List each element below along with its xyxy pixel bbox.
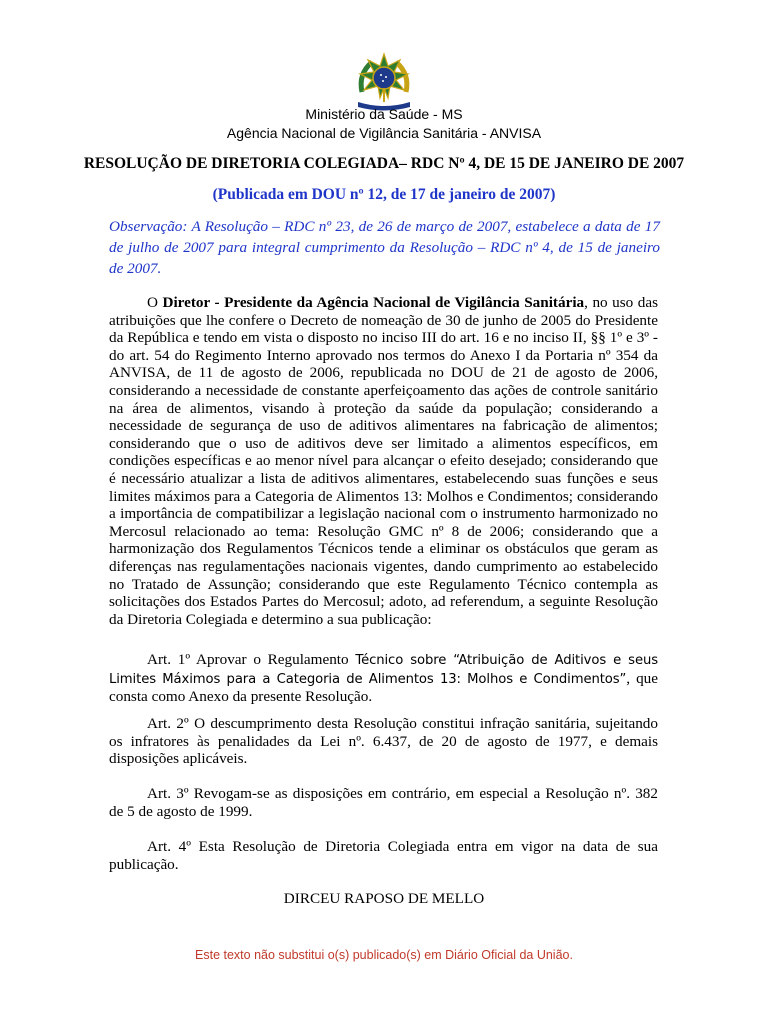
disclaimer-note: Este texto não substitui o(s) publicado(s) em Diário Oficial da União. [195,948,573,962]
article-1 [109,651,658,706]
article-2 [109,715,658,768]
preamble-lead: O [147,294,163,311]
ministry-name: Ministério da Saúde - MS [305,106,463,122]
article-4-text: Art. 4º Esta Resolução de Diretoria Colegiada entra em vigor na data de sua publicação. [109,838,658,873]
article-1-lead: Art. 1º Aprovar o Regulamento [147,651,356,668]
observation-note: Observação: A Resolução – RDC nº 23, de 26 de março de 2007, estabelece a data de 17 de julho de 2007 para integral cumprimento da Resolução – RDC nº 4, de 15 de janeiro de 2007. [109,218,660,277]
signature-name: DIRCEU RAPOSO DE MELLO [283,890,485,907]
resolution-title: RESOLUÇÃO DE DIRETORIA COLEGIADA– RDC Nº 4, DE 15 DE JANEIRO DE 2007 [83,155,685,172]
article-3 [109,785,658,820]
preamble-bold: Diretor - Presidente da Agência Nacional de Vigilância Sanitária [162,294,585,311]
brazil-coat-of-arms-icon [352,52,416,114]
agency-name: Agência Nacional de Vigilância Sanitária - ANVISA [226,125,542,141]
publication-note: (Publicada em DOU nº 12, de 17 de janeiro de 2007) [212,186,556,203]
article-1-rest: , que consta como Anexo da presente Resolução. [109,669,658,706]
article-3-text: Art. 3º Revogam-se as disposições em contrário, em especial a Resolução nº. 382 de 5 de agosto de 1999. [109,785,658,820]
article-4 [109,838,658,873]
preamble-paragraph [109,294,658,628]
article-1-regulation-title: Técnico sobre “Atribuição de Aditivos e seus Limites Máximos para a Categoria de Alimentos 13: Molhos e Condimentos” [109,653,658,687]
preamble-rest: , no uso das atribuições que lhe confere o Decreto de nomeação de 30 de junho de 2005 do Presidente da República e tendo em vista o disposto no inciso III do art. 16 e no inciso II, §§ 1º e 3º - do art. 54 do Regimento Interno aprovado nos termos do Anexo I da Portaria nº 354 da ANVISA, de 11 de agosto de 2006, republicada no DOU de 21 de agosto de 2006, considerando a necessidade de constante aperfeiçoamento das ações de controle sanitário na área de alimentos, visando à proteção da saúde da população; considerando a necessidade de segurança de uso de aditivos alimentares na fabricação de alimentos; considerando que o uso de aditivos deve ser limitado a alimentos específicos, em condições específicas e ao menor nível para alcançar o efeito desejado; considerando que é necessário atualizar a lista de aditivos alimentares, estabelecendo suas funções e seus limites máximos para a Categoria de Alimentos 13: Molhos e Condimentos; considerando a importância de compatibilizar a legislação nacional com o instrumento harmonizado no Mercosul relacionado ao tema: Resolução GMC nº 8 de 2006; considerando que a harmonização dos Regulamentos Técnicos tende a eliminar os obstáculos que geram as diferenças nas regulamentações nacionais vigentes, dando cumprimento ao estabelecido no Tratado de Assunção; considerando que este Regulamento Técnico contempla as solicitações dos Estados Partes do Mercosul; adoto, ad referendum, a seguinte Resolução da Diretoria Colegiada e determino a sua publicação: [109,294,659,628]
article-2-text: Art. 2º O descumprimento desta Resolução constitui infração sanitária, sujeitando os infratores às penalidades da Lei nº. 6.437, de 20 de agosto de 1977, e demais disposições aplicáveis. [109,715,658,768]
